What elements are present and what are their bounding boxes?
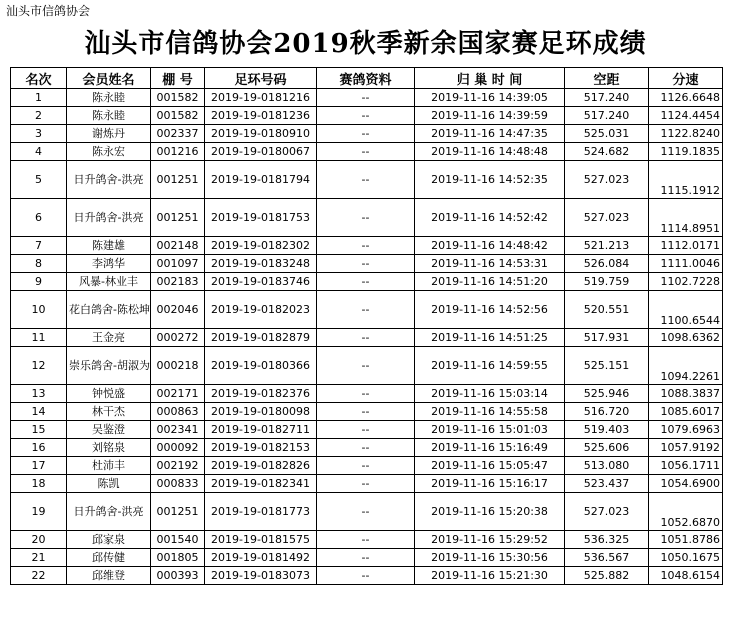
column-header-member-name: 会员姓名 [67, 68, 151, 89]
ring-number-cell: 2019-19-0181216 [205, 89, 317, 107]
ring-number-cell: 2019-19-0182341 [205, 475, 317, 493]
return-time-cell: 2019-11-16 14:52:42 [415, 199, 565, 237]
ring-number-cell: 2019-19-0181753 [205, 199, 317, 237]
pigeon-info-cell: -- [317, 421, 415, 439]
rank-cell: 6 [11, 199, 67, 237]
pigeon-info-cell: -- [317, 457, 415, 475]
column-header-speed: 分速 [649, 68, 723, 89]
rank-cell: 20 [11, 531, 67, 549]
distance-cell: 520.551 [565, 291, 649, 329]
member-name-cell: 钟悦盛 [67, 385, 151, 403]
pigeon-info-cell: -- [317, 567, 415, 585]
loft-number-cell: 002192 [151, 457, 205, 475]
speed-cell: 1057.9192 [649, 439, 723, 457]
ring-number-cell: 2019-19-0180366 [205, 347, 317, 385]
rank-cell: 10 [11, 291, 67, 329]
column-header-return-time: 归 巢 时 间 [415, 68, 565, 89]
speed-cell: 1050.1675 [649, 549, 723, 567]
speed-cell: 1054.6900 [649, 475, 723, 493]
ring-number-cell: 2019-19-0183073 [205, 567, 317, 585]
member-name-cell: 邱家泉 [67, 531, 151, 549]
rank-cell: 18 [11, 475, 67, 493]
return-time-cell: 2019-11-16 14:39:59 [415, 107, 565, 125]
pigeon-info-cell: -- [317, 475, 415, 493]
return-time-cell: 2019-11-16 14:48:42 [415, 237, 565, 255]
return-time-cell: 2019-11-16 15:05:47 [415, 457, 565, 475]
distance-cell: 536.325 [565, 531, 649, 549]
pigeon-info-cell: -- [317, 255, 415, 273]
member-name-cell: 风暴-林业丰 [67, 273, 151, 291]
pigeon-info-cell: -- [317, 161, 415, 199]
member-name-cell: 林干杰 [67, 403, 151, 421]
pigeon-info-cell: -- [317, 531, 415, 549]
table-row [11, 531, 723, 549]
table-row [11, 273, 723, 291]
pigeon-info-cell: -- [317, 143, 415, 161]
distance-cell: 536.567 [565, 549, 649, 567]
return-time-cell: 2019-11-16 15:30:56 [415, 549, 565, 567]
return-time-cell: 2019-11-16 14:53:31 [415, 255, 565, 273]
rank-cell: 4 [11, 143, 67, 161]
loft-number-cell: 001582 [151, 89, 205, 107]
speed-cell: 1079.6963 [649, 421, 723, 439]
return-time-cell: 2019-11-16 14:52:35 [415, 161, 565, 199]
loft-number-cell: 000863 [151, 403, 205, 421]
loft-number-cell: 002046 [151, 291, 205, 329]
member-name-cell: 杜沛丰 [67, 457, 151, 475]
table-row [11, 291, 723, 329]
column-header-distance: 空距 [565, 68, 649, 89]
distance-cell: 525.946 [565, 385, 649, 403]
pigeon-info-cell: -- [317, 273, 415, 291]
distance-cell: 519.759 [565, 273, 649, 291]
distance-cell: 527.023 [565, 161, 649, 199]
member-name-cell: 陈永宏 [67, 143, 151, 161]
distance-cell: 519.403 [565, 421, 649, 439]
rank-cell: 14 [11, 403, 67, 421]
rank-cell: 1 [11, 89, 67, 107]
pigeon-info-cell: -- [317, 107, 415, 125]
speed-cell: 1112.0171 [649, 237, 723, 255]
pigeon-info-cell: -- [317, 237, 415, 255]
return-time-cell: 2019-11-16 14:55:58 [415, 403, 565, 421]
member-name-cell: 陈永睦 [67, 107, 151, 125]
return-time-cell: 2019-11-16 15:01:03 [415, 421, 565, 439]
pigeon-info-cell: -- [317, 347, 415, 385]
rank-cell: 7 [11, 237, 67, 255]
distance-cell: 525.606 [565, 439, 649, 457]
loft-number-cell: 001540 [151, 531, 205, 549]
speed-cell: 1122.8240 [649, 125, 723, 143]
distance-cell: 513.080 [565, 457, 649, 475]
distance-cell: 517.240 [565, 89, 649, 107]
ring-number-cell: 2019-19-0182376 [205, 385, 317, 403]
member-name-cell: 刘铭泉 [67, 439, 151, 457]
table-row [11, 255, 723, 273]
member-name-cell: 崇乐鸽舍-胡淑为 [67, 347, 151, 385]
loft-number-cell: 002171 [151, 385, 205, 403]
loft-number-cell: 001805 [151, 549, 205, 567]
speed-cell: 1115.1912 [649, 161, 723, 199]
speed-cell: 1088.3837 [649, 385, 723, 403]
rank-cell: 15 [11, 421, 67, 439]
speed-cell: 1124.4454 [649, 107, 723, 125]
table-row [11, 549, 723, 567]
return-time-cell: 2019-11-16 15:20:38 [415, 493, 565, 531]
pigeon-info-cell: -- [317, 291, 415, 329]
return-time-cell: 2019-11-16 14:51:25 [415, 329, 565, 347]
loft-number-cell: 001251 [151, 161, 205, 199]
column-header-pigeon-info: 赛鸽资料 [317, 68, 415, 89]
rank-cell: 5 [11, 161, 67, 199]
pigeon-info-cell: -- [317, 199, 415, 237]
table-row [11, 403, 723, 421]
distance-cell: 524.682 [565, 143, 649, 161]
return-time-cell: 2019-11-16 15:29:52 [415, 531, 565, 549]
member-name-cell: 日升鸽舍-洪亮 [67, 199, 151, 237]
member-name-cell: 谢炼丹 [67, 125, 151, 143]
pigeon-info-cell: -- [317, 493, 415, 531]
pigeon-info-cell: -- [317, 89, 415, 107]
ring-number-cell: 2019-19-0181575 [205, 531, 317, 549]
pigeon-info-cell: -- [317, 385, 415, 403]
speed-cell: 1048.6154 [649, 567, 723, 585]
speed-cell: 1100.6544 [649, 291, 723, 329]
return-time-cell: 2019-11-16 14:52:56 [415, 291, 565, 329]
results-table [10, 67, 723, 585]
table-row [11, 107, 723, 125]
ring-number-cell: 2019-19-0183746 [205, 273, 317, 291]
loft-number-cell: 000272 [151, 329, 205, 347]
return-time-cell: 2019-11-16 14:59:55 [415, 347, 565, 385]
return-time-cell: 2019-11-16 14:47:35 [415, 125, 565, 143]
rank-cell: 8 [11, 255, 67, 273]
return-time-cell: 2019-11-16 15:16:17 [415, 475, 565, 493]
return-time-cell: 2019-11-16 14:51:20 [415, 273, 565, 291]
distance-cell: 517.240 [565, 107, 649, 125]
table-row [11, 457, 723, 475]
return-time-cell: 2019-11-16 14:39:05 [415, 89, 565, 107]
distance-cell: 527.023 [565, 199, 649, 237]
member-name-cell: 陈永睦 [67, 89, 151, 107]
member-name-cell: 邱传健 [67, 549, 151, 567]
loft-number-cell: 000218 [151, 347, 205, 385]
speed-cell: 1056.1711 [649, 457, 723, 475]
ring-number-cell: 2019-19-0181236 [205, 107, 317, 125]
loft-number-cell: 000393 [151, 567, 205, 585]
table-row [11, 493, 723, 531]
table-header-row [11, 68, 723, 89]
table-row [11, 237, 723, 255]
pigeon-info-cell: -- [317, 439, 415, 457]
ring-number-cell: 2019-19-0182302 [205, 237, 317, 255]
distance-cell: 526.084 [565, 255, 649, 273]
rank-cell: 21 [11, 549, 67, 567]
loft-number-cell: 002337 [151, 125, 205, 143]
return-time-cell: 2019-11-16 15:03:14 [415, 385, 565, 403]
loft-number-cell: 001251 [151, 493, 205, 531]
rank-cell: 22 [11, 567, 67, 585]
table-row [11, 567, 723, 585]
table-row [11, 329, 723, 347]
table-row [11, 475, 723, 493]
loft-number-cell: 001216 [151, 143, 205, 161]
distance-cell: 521.213 [565, 237, 649, 255]
ring-number-cell: 2019-19-0180910 [205, 125, 317, 143]
table-row [11, 161, 723, 199]
member-name-cell: 吴鉴澄 [67, 421, 151, 439]
speed-cell: 1126.6648 [649, 89, 723, 107]
table-row [11, 347, 723, 385]
pigeon-info-cell: -- [317, 125, 415, 143]
loft-number-cell: 000092 [151, 439, 205, 457]
rank-cell: 16 [11, 439, 67, 457]
speed-cell: 1119.1835 [649, 143, 723, 161]
ring-number-cell: 2019-19-0180098 [205, 403, 317, 421]
speed-cell: 1051.8786 [649, 531, 723, 549]
loft-number-cell: 002183 [151, 273, 205, 291]
organization-label: 汕头市信鸽协会 [6, 4, 91, 18]
rank-cell: 19 [11, 493, 67, 531]
table-row [11, 421, 723, 439]
distance-cell: 525.031 [565, 125, 649, 143]
member-name-cell: 花白鸽舍-陈松坤 [67, 291, 151, 329]
distance-cell: 525.151 [565, 347, 649, 385]
rank-cell: 17 [11, 457, 67, 475]
distance-cell: 527.023 [565, 493, 649, 531]
member-name-cell: 日升鸽舍-洪亮 [67, 493, 151, 531]
loft-number-cell: 002341 [151, 421, 205, 439]
speed-cell: 1085.6017 [649, 403, 723, 421]
pigeon-info-cell: -- [317, 549, 415, 567]
column-header-ring-number: 足环号码 [205, 68, 317, 89]
table-row [11, 143, 723, 161]
column-header-loft-number: 棚 号 [151, 68, 205, 89]
ring-number-cell: 2019-19-0180067 [205, 143, 317, 161]
speed-cell: 1098.6362 [649, 329, 723, 347]
table-row [11, 89, 723, 107]
loft-number-cell: 001251 [151, 199, 205, 237]
ring-number-cell: 2019-19-0182826 [205, 457, 317, 475]
loft-number-cell: 002148 [151, 237, 205, 255]
rank-cell: 11 [11, 329, 67, 347]
distance-cell: 516.720 [565, 403, 649, 421]
rank-cell: 9 [11, 273, 67, 291]
speed-cell: 1094.2261 [649, 347, 723, 385]
ring-number-cell: 2019-19-0182711 [205, 421, 317, 439]
loft-number-cell: 000833 [151, 475, 205, 493]
loft-number-cell: 001097 [151, 255, 205, 273]
ring-number-cell: 2019-19-0182023 [205, 291, 317, 329]
table-row [11, 385, 723, 403]
ring-number-cell: 2019-19-0182153 [205, 439, 317, 457]
table-row [11, 439, 723, 457]
member-name-cell: 陈凯 [67, 475, 151, 493]
return-time-cell: 2019-11-16 14:48:48 [415, 143, 565, 161]
speed-cell: 1111.0046 [649, 255, 723, 273]
member-name-cell: 日升鸽舍-洪亮 [67, 161, 151, 199]
pigeon-info-cell: -- [317, 329, 415, 347]
speed-cell: 1102.7228 [649, 273, 723, 291]
ring-number-cell: 2019-19-0182879 [205, 329, 317, 347]
distance-cell: 525.882 [565, 567, 649, 585]
speed-cell: 1114.8951 [649, 199, 723, 237]
rank-cell: 13 [11, 385, 67, 403]
rank-cell: 2 [11, 107, 67, 125]
member-name-cell: 李鸿华 [67, 255, 151, 273]
rank-cell: 3 [11, 125, 67, 143]
table-row [11, 199, 723, 237]
loft-number-cell: 001582 [151, 107, 205, 125]
member-name-cell: 王金亮 [67, 329, 151, 347]
ring-number-cell: 2019-19-0183248 [205, 255, 317, 273]
ring-number-cell: 2019-19-0181773 [205, 493, 317, 531]
speed-cell: 1052.6870 [649, 493, 723, 531]
page-title: 汕头市信鸽协会2019秋季新余国家赛足环成绩 [84, 29, 647, 59]
return-time-cell: 2019-11-16 15:16:49 [415, 439, 565, 457]
table-row [11, 125, 723, 143]
member-name-cell: 陈建雄 [67, 237, 151, 255]
member-name-cell: 邱维登 [67, 567, 151, 585]
ring-number-cell: 2019-19-0181794 [205, 161, 317, 199]
distance-cell: 517.931 [565, 329, 649, 347]
return-time-cell: 2019-11-16 15:21:30 [415, 567, 565, 585]
rank-cell: 12 [11, 347, 67, 385]
pigeon-info-cell: -- [317, 403, 415, 421]
column-header-rank: 名次 [11, 68, 67, 89]
distance-cell: 523.437 [565, 475, 649, 493]
ring-number-cell: 2019-19-0181492 [205, 549, 317, 567]
